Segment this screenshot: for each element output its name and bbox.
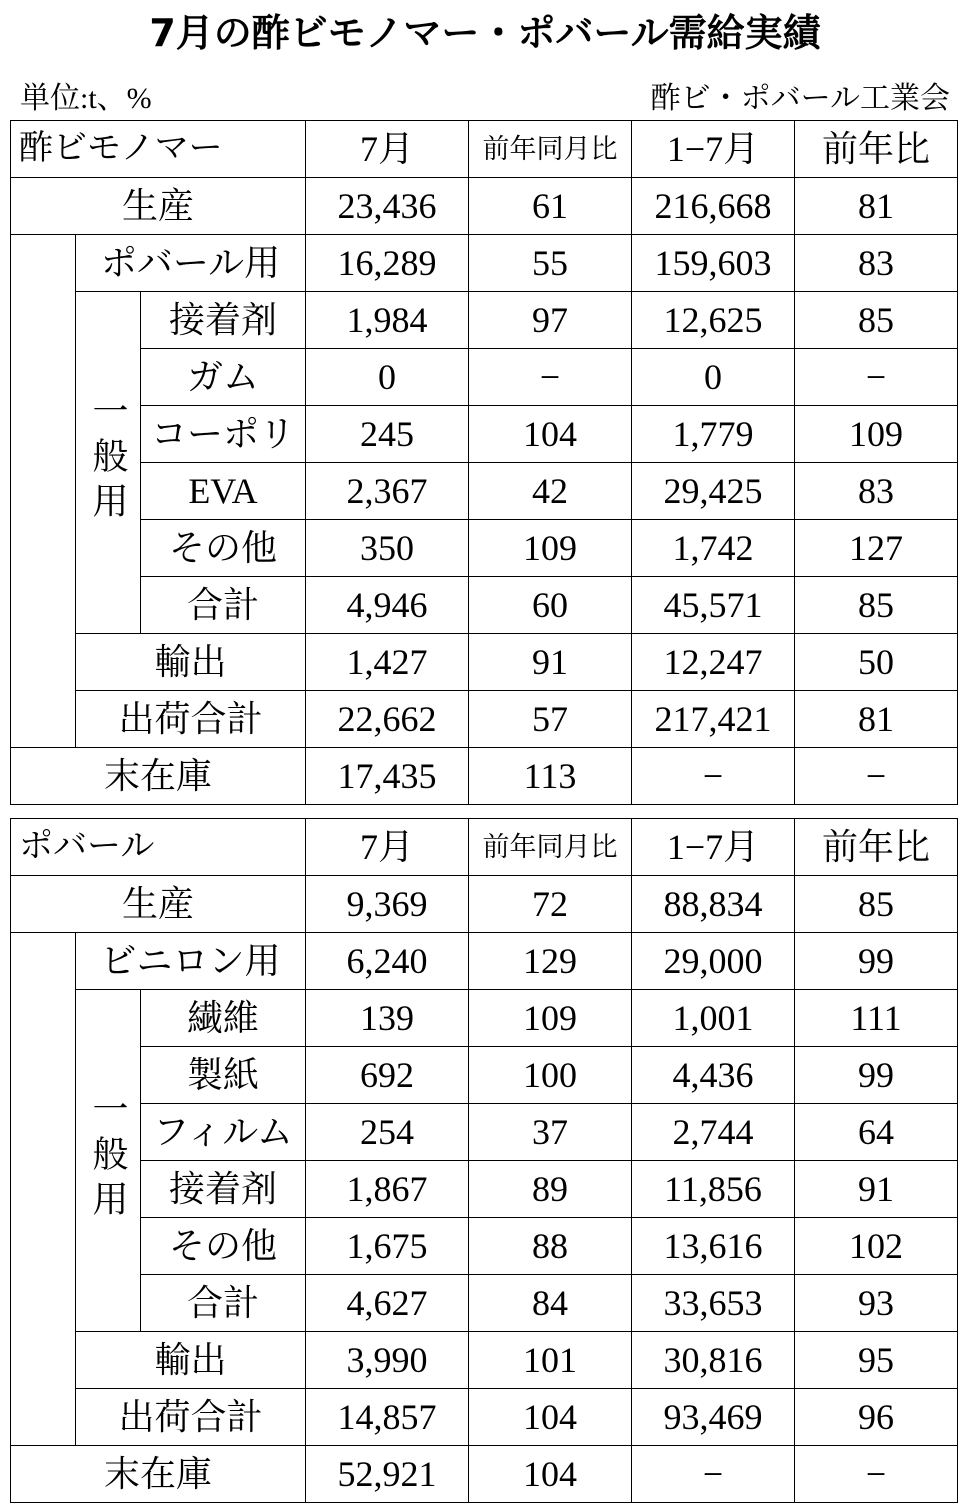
value-month-yoy: 72 [469,876,632,933]
value-ytd-yoy: 85 [795,292,958,349]
value-month-yoy: 101 [469,1332,632,1389]
value-ytd: 13,616 [632,1218,795,1275]
value-ytd-yoy: 81 [795,691,958,748]
value-month-yoy: 109 [469,990,632,1047]
row-subtotal [11,577,958,634]
row-label: フィルム [141,1104,306,1161]
source-label: 酢ビ・ポバール工業会 [650,82,950,115]
row-label: 出荷合計 [76,1389,306,1446]
indent-cell [11,235,76,748]
value-ytd-yoy: 50 [795,634,958,691]
value-month: 4,627 [306,1275,469,1332]
row-label: 製紙 [141,1047,306,1104]
row-label: ビニロン用 [76,933,306,990]
value-month-yoy: 60 [469,577,632,634]
value-month-yoy: 104 [469,406,632,463]
value-ytd-yoy: 95 [795,1332,958,1389]
group-label-cell [76,990,141,1332]
value-month: 22,662 [306,691,469,748]
value-ytd-yoy: 91 [795,1161,958,1218]
value-ytd-yoy: 102 [795,1218,958,1275]
row-adhesive [11,1161,958,1218]
value-ytd-yoy: − [795,1446,958,1503]
row-pva-use [11,235,958,292]
value-ytd: 1,742 [632,520,795,577]
value-ytd: 29,425 [632,463,795,520]
value-ytd-yoy: 85 [795,577,958,634]
value-ytd: 45,571 [632,577,795,634]
row-label: 末在庫 [11,748,306,805]
page-title: 7月の酢ビモノマー・ポバール需給実績 [149,11,821,55]
value-ytd: 29,000 [632,933,795,990]
row-vinylon-use [11,933,958,990]
value-month: 23,436 [306,178,469,235]
value-month: 17,435 [306,748,469,805]
value-month-yoy: 113 [469,748,632,805]
row-eva [11,463,958,520]
value-ytd: 1,779 [632,406,795,463]
value-month: 6,240 [306,933,469,990]
value-ytd-yoy: 109 [795,406,958,463]
value-month: 245 [306,406,469,463]
value-month: 692 [306,1047,469,1104]
value-month-yoy: 129 [469,933,632,990]
value-ytd-yoy: − [795,748,958,805]
value-month: 2,367 [306,463,469,520]
value-month-yoy: 55 [469,235,632,292]
row-production [11,178,958,235]
row-ending-inventory [11,1446,958,1503]
row-label: 接着剤 [141,1161,306,1218]
row-label: 生産 [11,178,306,235]
row-copolymer [11,406,958,463]
header-month-yoy: 前年同月比 [469,819,632,876]
value-ytd: 4,436 [632,1047,795,1104]
row-export [11,634,958,691]
header-month-yoy: 前年同月比 [469,121,632,178]
value-ytd: − [632,748,795,805]
value-month: 52,921 [306,1446,469,1503]
value-ytd: 11,856 [632,1161,795,1218]
value-month-yoy: 109 [469,520,632,577]
value-month: 16,289 [306,235,469,292]
header-ytd-yoy: 前年比 [795,121,958,178]
row-other [11,520,958,577]
row-production [11,876,958,933]
row-export [11,1332,958,1389]
row-other [11,1218,958,1275]
row-label: 繊維 [141,990,306,1047]
value-month-yoy: 57 [469,691,632,748]
value-month: 3,990 [306,1332,469,1389]
indent-cell [11,933,76,1446]
row-label: その他 [141,1218,306,1275]
value-ytd-yoy: − [795,349,958,406]
value-month: 9,369 [306,876,469,933]
row-label: EVA [141,463,306,520]
value-month-yoy: 91 [469,634,632,691]
value-month-yoy: 104 [469,1389,632,1446]
row-paper [11,1047,958,1104]
value-month-yoy: 100 [469,1047,632,1104]
value-ytd: 159,603 [632,235,795,292]
value-ytd-yoy: 127 [795,520,958,577]
table-name: ポバール [11,819,306,876]
row-label: 合計 [141,1275,306,1332]
value-month-yoy: 88 [469,1218,632,1275]
row-label: 輸出 [76,634,306,691]
group-label: 一般用 [88,1090,128,1225]
header-month: 7月 [306,819,469,876]
value-ytd-yoy: 85 [795,876,958,933]
value-ytd: 12,247 [632,634,795,691]
value-month-yoy: 89 [469,1161,632,1218]
value-ytd-yoy: 81 [795,178,958,235]
row-label: 接着剤 [141,292,306,349]
value-ytd: 93,469 [632,1389,795,1446]
row-shipment-total [11,691,958,748]
value-ytd-yoy: 83 [795,235,958,292]
row-gum [11,349,958,406]
value-ytd: − [632,1446,795,1503]
value-ytd-yoy: 99 [795,1047,958,1104]
polyvinyl-alcohol-table [10,818,958,1503]
value-month: 350 [306,520,469,577]
value-month: 1,867 [306,1161,469,1218]
row-label: 輸出 [76,1332,306,1389]
row-label: ポバール用 [76,235,306,292]
header-ytd: 1−7月 [632,121,795,178]
value-month: 4,946 [306,577,469,634]
value-month-yoy: − [469,349,632,406]
value-ytd: 2,744 [632,1104,795,1161]
row-film [11,1104,958,1161]
header-row [11,819,958,876]
value-ytd: 0 [632,349,795,406]
value-ytd-yoy: 93 [795,1275,958,1332]
value-ytd: 1,001 [632,990,795,1047]
group-label-cell [76,292,141,634]
value-ytd: 30,816 [632,1332,795,1389]
value-month: 14,857 [306,1389,469,1446]
row-shipment-total [11,1389,958,1446]
value-ytd: 88,834 [632,876,795,933]
value-month-yoy: 84 [469,1275,632,1332]
value-month-yoy: 104 [469,1446,632,1503]
value-month-yoy: 61 [469,178,632,235]
row-label: 生産 [11,876,306,933]
value-month-yoy: 42 [469,463,632,520]
row-label: 合計 [141,577,306,634]
header-ytd-yoy: 前年比 [795,819,958,876]
row-label: ガム [141,349,306,406]
value-ytd-yoy: 111 [795,990,958,1047]
row-label: コーポリ [141,406,306,463]
value-month-yoy: 37 [469,1104,632,1161]
value-ytd: 217,421 [632,691,795,748]
value-month: 1,427 [306,634,469,691]
row-adhesive [11,292,958,349]
unit-label: 単位:t、% [20,82,152,115]
value-ytd-yoy: 64 [795,1104,958,1161]
row-label: 末在庫 [11,1446,306,1503]
vinyl-acetate-monomer-table [10,120,958,805]
header-ytd: 1−7月 [632,819,795,876]
table-name: 酢ビモノマー [11,121,306,178]
value-ytd: 33,653 [632,1275,795,1332]
value-ytd-yoy: 96 [795,1389,958,1446]
value-ytd: 216,668 [632,178,795,235]
value-ytd-yoy: 83 [795,463,958,520]
value-month: 139 [306,990,469,1047]
value-month: 1,675 [306,1218,469,1275]
group-label: 一般用 [88,392,128,527]
value-month-yoy: 97 [469,292,632,349]
row-label: 出荷合計 [76,691,306,748]
row-label: その他 [141,520,306,577]
row-subtotal [11,1275,958,1332]
value-month: 254 [306,1104,469,1161]
value-month: 1,984 [306,292,469,349]
row-fiber [11,990,958,1047]
header-row [11,121,958,178]
value-ytd: 12,625 [632,292,795,349]
value-ytd-yoy: 99 [795,933,958,990]
value-month: 0 [306,349,469,406]
row-ending-inventory [11,748,958,805]
header-month: 7月 [306,121,469,178]
